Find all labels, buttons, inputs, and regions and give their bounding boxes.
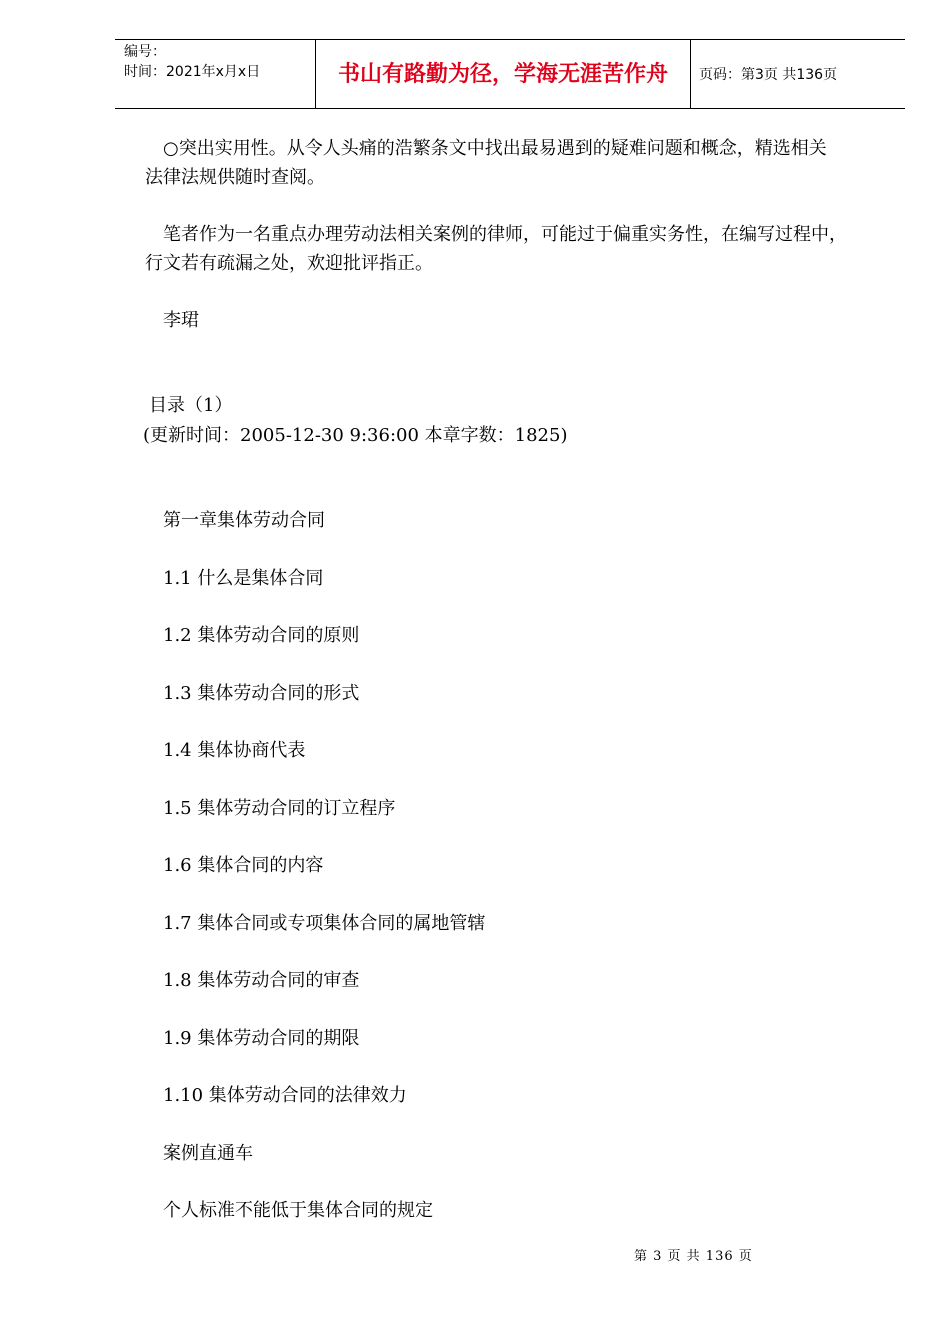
paragraph-practicality bbox=[145, 134, 890, 192]
header-left-cell bbox=[115, 40, 315, 108]
page-footer: 第 3 页 共 136 页 bbox=[634, 1249, 753, 1264]
header-motto: 书山有路勤为径，学海无涯苦作舟 bbox=[337, 62, 668, 87]
toc-item: 1.5 集体劳动合同的订立程序 bbox=[163, 798, 396, 819]
document-number-label: 编号： bbox=[124, 44, 166, 60]
update-info: (更新时间：2005-12-30 9:36:00 本章字数：1825) bbox=[143, 425, 568, 446]
paragraph-line: 行文若有疏漏之处，欢迎批评指正。 bbox=[145, 253, 433, 274]
document-time-label: 时间：2021年x月x日 bbox=[124, 64, 261, 80]
toc-chapter-heading: 第一章集体劳动合同 bbox=[163, 510, 325, 531]
toc-item: 1.6 集体合同的内容 bbox=[163, 855, 324, 876]
toc-item: 1.8 集体劳动合同的审查 bbox=[163, 970, 360, 991]
paragraph-author-note bbox=[145, 220, 890, 278]
paragraph-line: ○突出实用性。从令人头痛的浩繁条文中找出最易遇到的疑难问题和概念，精选相关 bbox=[163, 138, 827, 159]
toc-item: 1.1 什么是集体合同 bbox=[163, 568, 324, 589]
toc-title: 目录（1） bbox=[149, 395, 233, 416]
paragraph-line: 法律法规供随时查阅。 bbox=[145, 167, 325, 188]
toc-item: 1.2 集体劳动合同的原则 bbox=[163, 625, 360, 646]
toc-item: 1.4 集体协商代表 bbox=[163, 740, 306, 761]
page-header bbox=[115, 39, 905, 109]
author-name: 李珺 bbox=[163, 310, 199, 331]
paragraph-line: 笔者作为一名重点办理劳动法相关案例的律师，可能过于偏重实务性，在编写过程中， bbox=[163, 224, 847, 245]
header-right-cell bbox=[690, 40, 905, 108]
toc-item: 案例直通车 bbox=[163, 1143, 253, 1164]
toc-item: 1.3 集体劳动合同的形式 bbox=[163, 683, 360, 704]
header-motto-cell bbox=[315, 40, 691, 108]
toc-item: 个人标准不能低于集体合同的规定 bbox=[163, 1200, 433, 1221]
toc-item: 1.10 集体劳动合同的法律效力 bbox=[163, 1085, 407, 1106]
toc-item: 1.9 集体劳动合同的期限 bbox=[163, 1028, 360, 1049]
header-page-number: 页码：第3页 共136页 bbox=[699, 67, 838, 83]
toc-item: 1.7 集体合同或专项集体合同的属地管辖 bbox=[163, 913, 486, 934]
